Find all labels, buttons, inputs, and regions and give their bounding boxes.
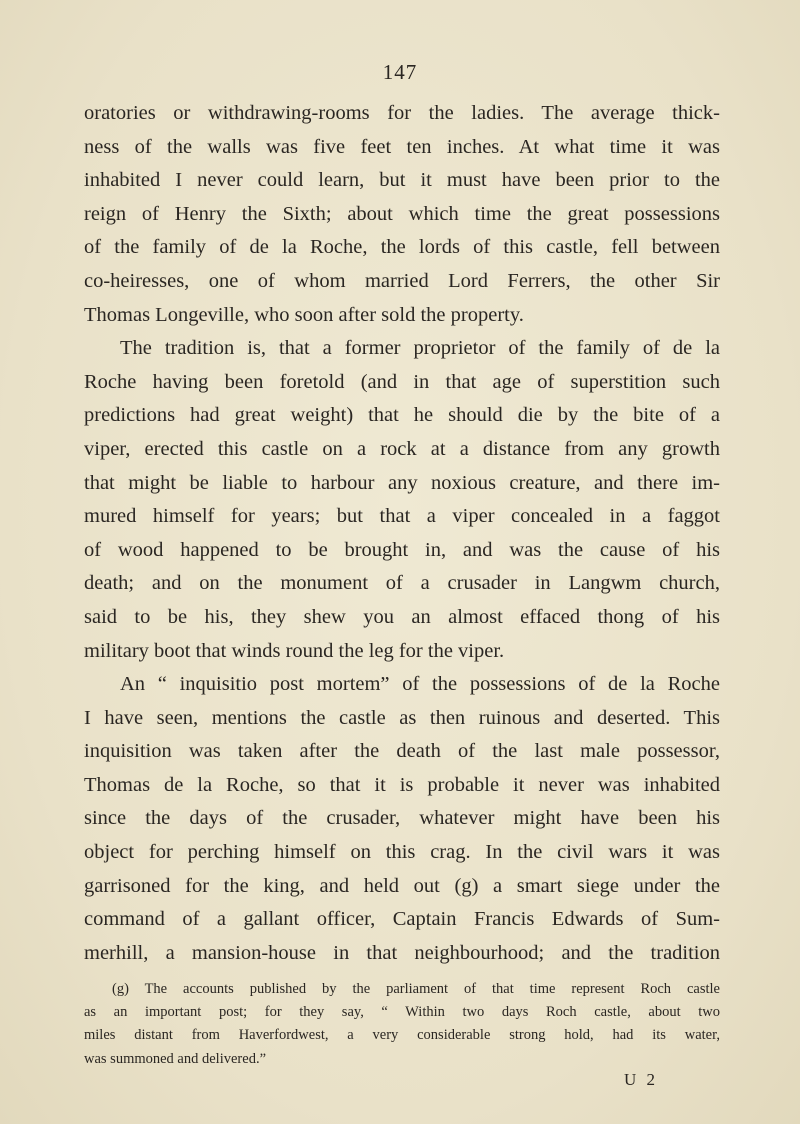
text-line: that might be liable to harbour any noxious creature, and there im- [84, 471, 720, 494]
text-line: death; and on the monument of a crusader in Langwm church, [84, 572, 720, 595]
text-line: of wood happened to be brought in, and was the cause of his [84, 538, 720, 561]
signature-mark: U 2 [624, 1070, 659, 1089]
footnote-line: as an important post; for they say, “ Within two days Roch castle, about two [84, 1004, 720, 1021]
text-line: Roche having been foretold (and in that age of superstition such [84, 370, 720, 393]
footnote-line: miles distant from Haverfordwest, a very considerable strong hold, had its water, [84, 1027, 720, 1044]
footnote [84, 978, 720, 1071]
text-line: predictions had great weight) that he should die by the bite of a [84, 404, 720, 427]
text-line: said to be his, they shew you an almost effaced thong of his [84, 605, 720, 628]
text-line: merhill, a mansion-house in that neighbourhood; and the tradition [84, 941, 720, 964]
text-line: Thomas Longeville, who soon after sold the property. [84, 303, 524, 326]
text-line: of the family of de la Roche, the lords of this castle, fell between [84, 236, 720, 259]
text-line: inquisition was taken after the death of the last male possessor, [84, 740, 720, 763]
text-line: inhabited I never could learn, but it must have been prior to the [84, 169, 720, 192]
text-line: Thomas de la Roche, so that it is probable it never was inhabited [84, 773, 720, 796]
text-line: garrisoned for the king, and held out (g) a smart siege under the [84, 874, 720, 897]
footnote-line: (g) The accounts published by the parliament of that time represent Roch castle [112, 981, 720, 997]
body-text [84, 97, 720, 970]
text-line: ness of the walls was five feet ten inches. At what time it was [84, 135, 720, 158]
text-line: The tradition is, that a former proprietor of the family of de la [120, 337, 720, 360]
page-number: 147 [382, 60, 418, 84]
text-line: oratories or withdrawing-rooms for the ladies. The average thick- [84, 102, 720, 124]
text-line: viper, erected this castle on a rock at a distance from any growth [84, 437, 720, 460]
text-line: I have seen, mentions the castle as then ruinous and deserted. This [84, 706, 720, 729]
text-line: since the days of the crusader, whatever might have been his [84, 807, 720, 830]
text-line: reign of Henry the Sixth; about which time the great possessions [84, 202, 720, 225]
text-line: object for perching himself on this crag. In the civil wars it was [84, 841, 720, 864]
footnote-line: was summoned and delivered.” [84, 1050, 267, 1067]
text-line: An “ inquisitio post mortem” of the possessions of de la Roche [120, 673, 720, 696]
text-line: co-heiresses, one of whom married Lord Ferrers, the other Sir [84, 269, 720, 292]
text-line: military boot that winds round the leg for the viper. [84, 639, 505, 662]
text-line: command of a gallant officer, Captain Francis Edwards of Sum- [84, 908, 720, 931]
text-line: mured himself for years; but that a viper concealed in a faggot [84, 505, 720, 528]
